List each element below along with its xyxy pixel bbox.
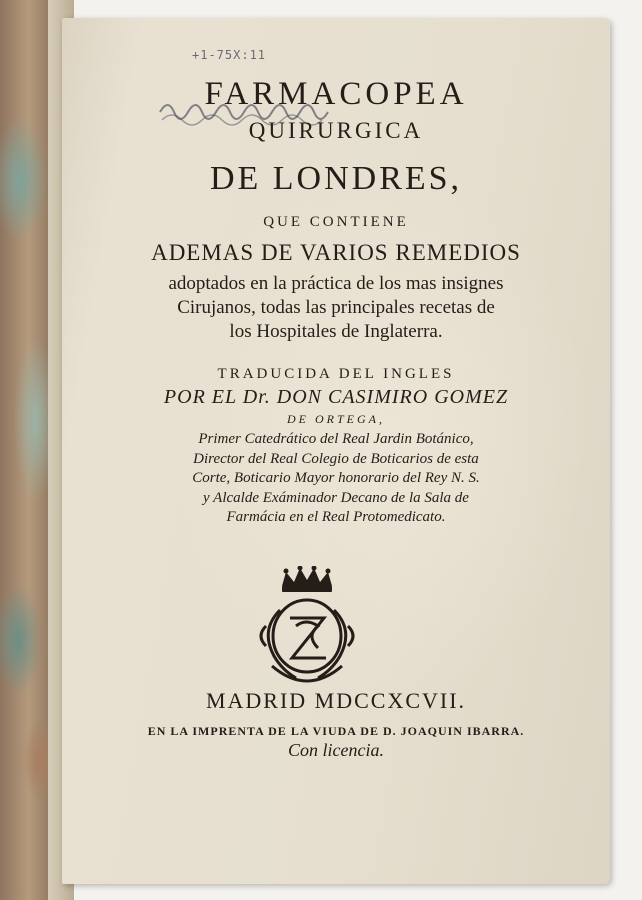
pencil-annotation: +1-75X:11 [192, 48, 267, 62]
translator-description [62, 430, 610, 528]
imprint-place-date: MADRID MDCCXCVII. [205, 688, 467, 713]
description-line: Director del Real Colegio de Boticarios de esta [193, 450, 479, 467]
body-text [62, 272, 610, 344]
title-line-3: DE LONDRES, [209, 160, 463, 197]
body-line: Cirujanos, todas las principales recetas de [177, 297, 495, 318]
title-line-2: QUIRURGICA [248, 118, 424, 143]
title-page [62, 18, 610, 884]
licence-line: Con licencia. [288, 740, 384, 760]
description-line: y Alcalde Exáminador Decano de la Sala de [203, 489, 469, 506]
crown-monogram-emblem-icon [252, 566, 362, 691]
ademas-line: ADEMAS DE VARIOS REMEDIOS [151, 240, 521, 265]
printer-line: EN LA IMPRENTA DE LA VIUDA DE D. JOAQUIN IBARRA. [147, 724, 525, 738]
translator-surname: DE ORTEGA, [287, 412, 385, 426]
que-contiene: QUE CONTIENE [263, 214, 409, 230]
description-line: Farmácia en el Real Protomedicato. [226, 509, 446, 525]
title-line-1: FARMACOPEA [204, 76, 468, 112]
description-line: Corte, Boticario Mayor honorario del Rey N. S. [192, 470, 480, 486]
traducida: TRADUCIDA DEL INGLES [217, 366, 455, 382]
translator-line: POR EL Dr. DON CASIMIRO GOMEZ [163, 386, 509, 408]
body-line: adoptados en la práctica de los mas insignes [168, 273, 504, 294]
body-line: los Hospitales de Inglaterra. [229, 321, 443, 342]
description-line: Primer Catedrático del Real Jardin Botánico, [198, 431, 474, 447]
